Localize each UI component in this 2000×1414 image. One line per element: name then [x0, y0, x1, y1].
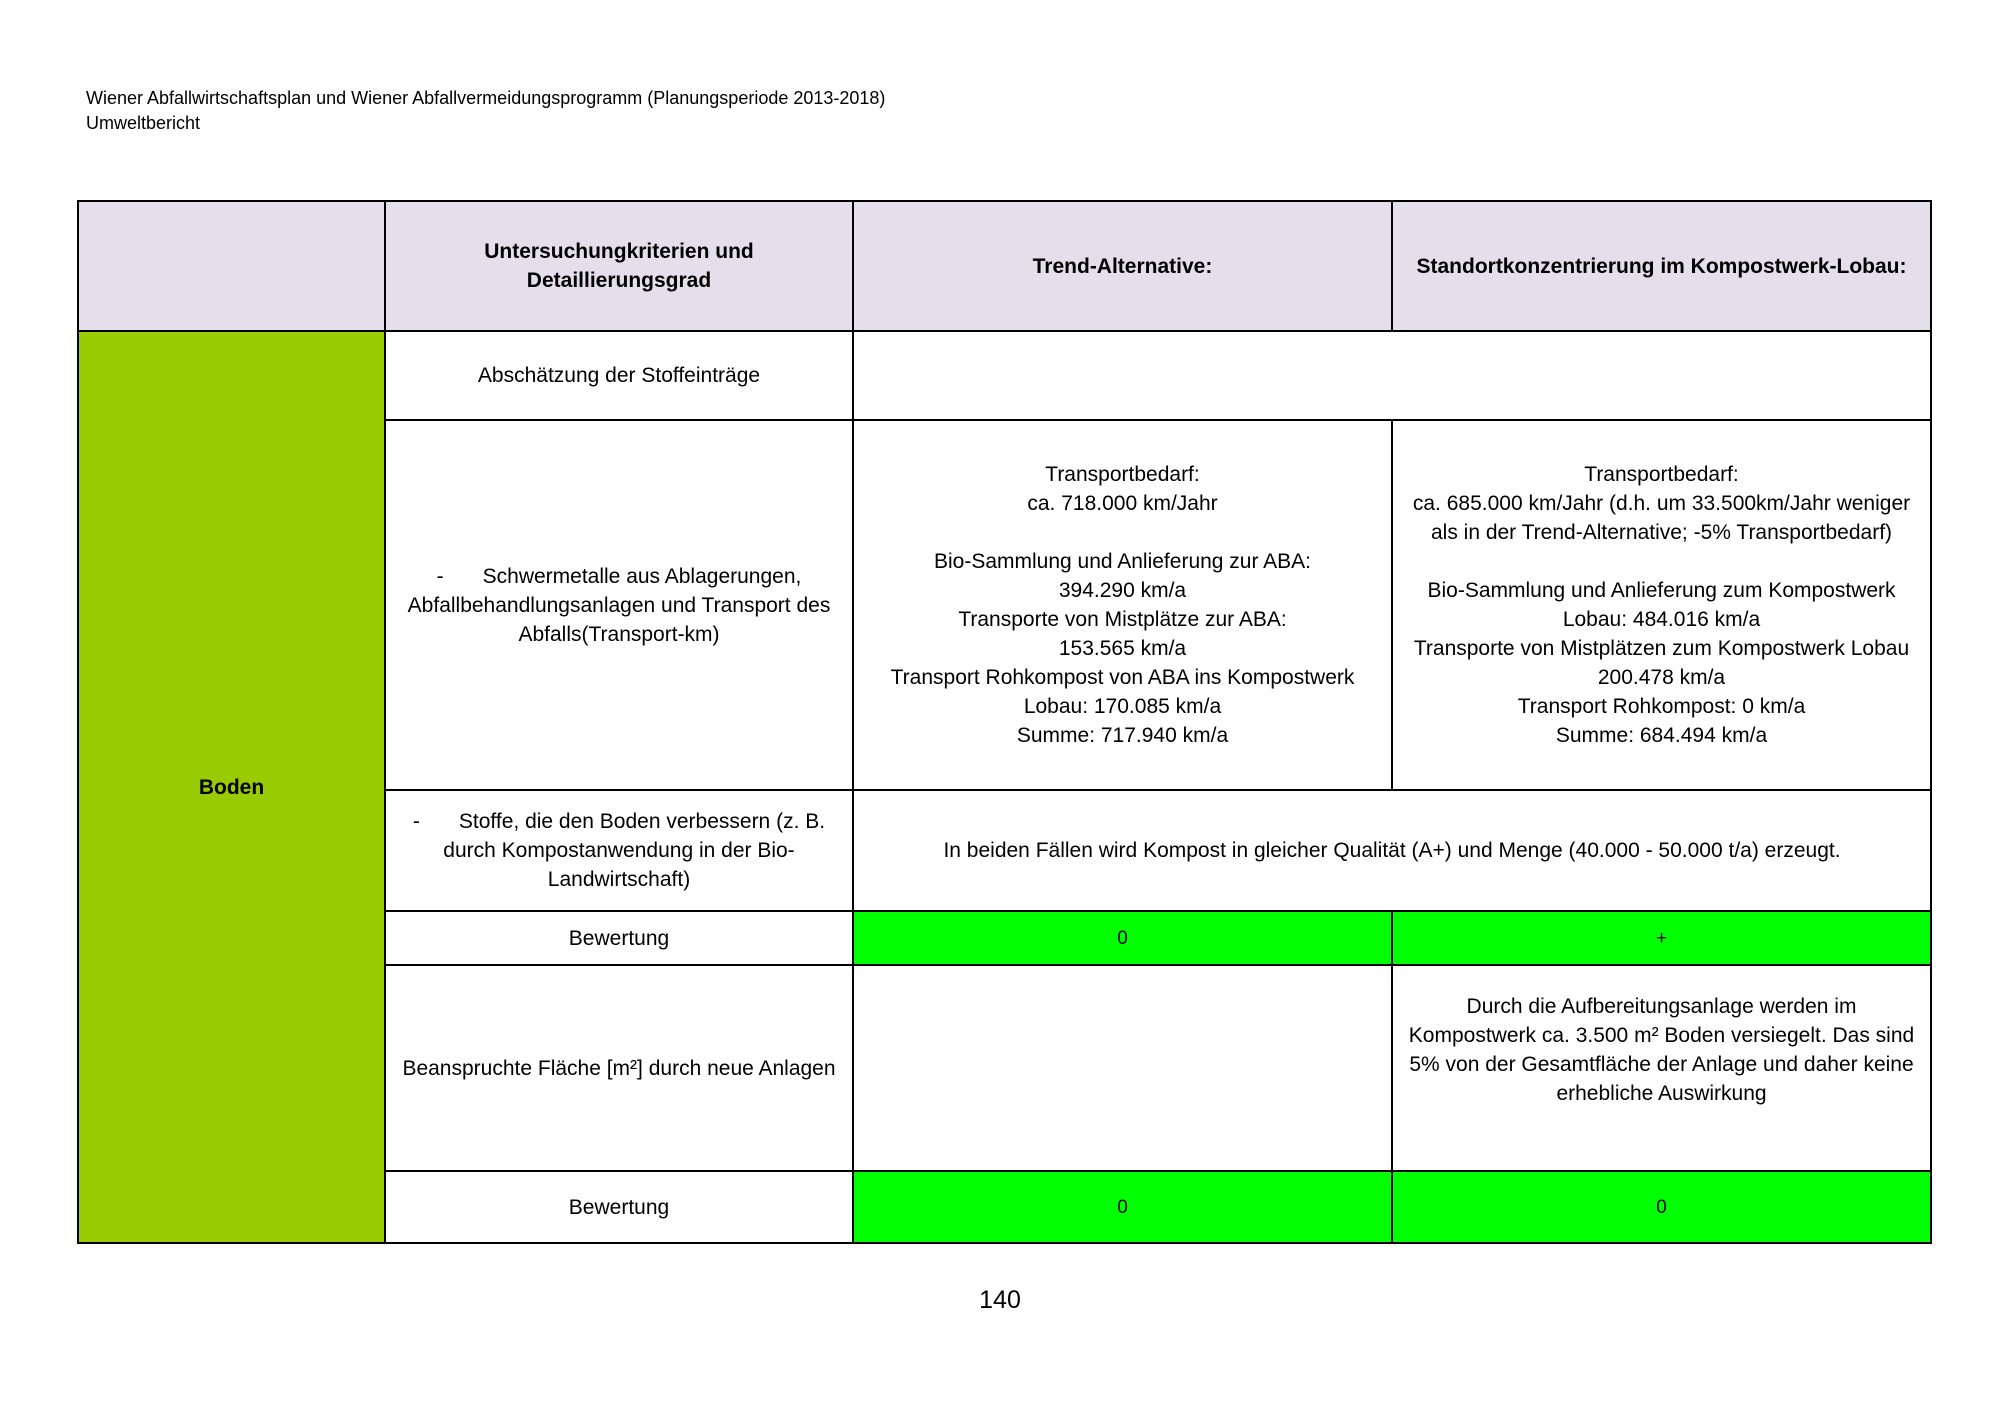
criterion-flaeche: Beanspruchte Fläche [m²] durch neue Anlagen	[385, 965, 853, 1171]
cell-line: Kompostwerk ca. 3.500 m² Boden versiegelt. Das sind	[1408, 1024, 1915, 1047]
cell-line: Transporte von Mistplätze zur ABA:	[958, 608, 1287, 631]
category-cell: Boden	[78, 331, 385, 1243]
cell-line: Summe: 684.494 km/a	[1555, 724, 1768, 747]
document-subtitle: Umweltbericht	[86, 113, 201, 133]
header-criteria	[385, 201, 853, 331]
rating-label: Bewertung	[385, 1171, 853, 1243]
cell-line: 153.565 km/a	[1058, 637, 1187, 660]
document-header	[86, 86, 885, 136]
cell-line: ca. 685.000 km/Jahr (d.h. um 33.500km/Jahr weniger	[1412, 492, 1911, 515]
criterion-line: Abfalls(Transport-km)	[518, 622, 720, 646]
cell-line: Transportbedarf:	[1584, 463, 1739, 486]
header-criteria-line: Detaillierungsgrad	[526, 269, 712, 292]
cell-line: Bio-Sammlung und Anlieferung zum Kompostwerk	[1427, 579, 1896, 602]
cell-line: 200.478 km/a	[1597, 666, 1726, 689]
cell-line: Transport Rohkompost von ABA ins Kompostwerk	[890, 666, 1355, 689]
criterion-stoffeintraege: Abschätzung der Stoffeinträge	[385, 331, 853, 420]
criterion-text: Schwermetalle aus Ablagerungen,	[482, 564, 802, 588]
cell-line: Summe: 717.940 km/a	[1016, 724, 1229, 747]
criterion-text: Stoffe, die den Boden verbessern (z. B.	[458, 810, 826, 833]
assessment-table	[77, 200, 1932, 1244]
header-empty-cell	[78, 201, 385, 331]
cell-line: Transportbedarf:	[1045, 463, 1200, 486]
criterion-schwermetalle	[385, 420, 853, 790]
criterion-stoffe	[385, 790, 853, 911]
cell-line: Transport Rohkompost: 0 km/a	[1517, 695, 1806, 718]
cell-line: 5% von der Gesamtfläche der Anlage und daher keine	[1409, 1053, 1914, 1076]
criterion-line	[394, 807, 844, 836]
criterion-line: Abfallbehandlungsanlagen und Transport des	[407, 593, 831, 617]
cell-line: Bio-Sammlung und Anlieferung zur ABA:	[933, 550, 1312, 573]
document-title: Wiener Abfallwirtschaftsplan und Wiener Abfallvermeidungsprogramm (Planungsperiode 2013-2018)	[86, 88, 886, 108]
rating-label: Bewertung	[385, 911, 853, 965]
standort-flaeche-cell	[1392, 965, 1931, 1171]
stoffe-both-cell: In beiden Fällen wird Kompost in gleicher Qualität (A+) und Menge (40.000 - 50.000 t/a) erzeugt.	[853, 790, 1931, 911]
table-row	[78, 331, 1931, 420]
trend-flaeche-cell	[853, 965, 1392, 1171]
header-trend: Trend-Alternative:	[853, 201, 1392, 331]
page-number: 140	[979, 1286, 1021, 1314]
cell-line: ca. 718.000 km/Jahr	[1027, 492, 1218, 515]
rating-standort: +	[1392, 911, 1931, 965]
rating-trend: 0	[853, 1171, 1392, 1243]
empty-cell	[853, 331, 1931, 420]
cell-line: Lobau: 484.016 km/a	[1562, 608, 1761, 631]
cell-line: erhebliche Auswirkung	[1556, 1082, 1767, 1105]
criterion-line: Landwirtschaft)	[547, 868, 691, 891]
cell-line: 394.290 km/a	[1058, 579, 1187, 602]
list-dash: -	[436, 564, 444, 588]
criterion-line	[394, 562, 844, 591]
trend-transport-cell	[853, 420, 1392, 790]
rating-trend: 0	[853, 911, 1392, 965]
cell-line: als in der Trend-Alternative; -5% Transportbedarf)	[1430, 521, 1893, 544]
header-standort: Standortkonzentrierung im Kompostwerk-Lobau:	[1392, 201, 1931, 331]
cell-line: Lobau: 170.085 km/a	[1023, 695, 1222, 718]
cell-line: Transporte von Mistplätzen zum Kompostwerk Lobau	[1413, 637, 1910, 660]
table-header-row	[78, 201, 1931, 331]
header-criteria-line: Untersuchungkriterien und	[484, 240, 754, 263]
rating-standort: 0	[1392, 1171, 1931, 1243]
list-dash: -	[412, 810, 420, 833]
cell-line: Durch die Aufbereitungsanlage werden im	[1466, 995, 1857, 1018]
standort-transport-cell	[1392, 420, 1931, 790]
criterion-line: durch Kompostanwendung in der Bio-	[443, 839, 795, 862]
